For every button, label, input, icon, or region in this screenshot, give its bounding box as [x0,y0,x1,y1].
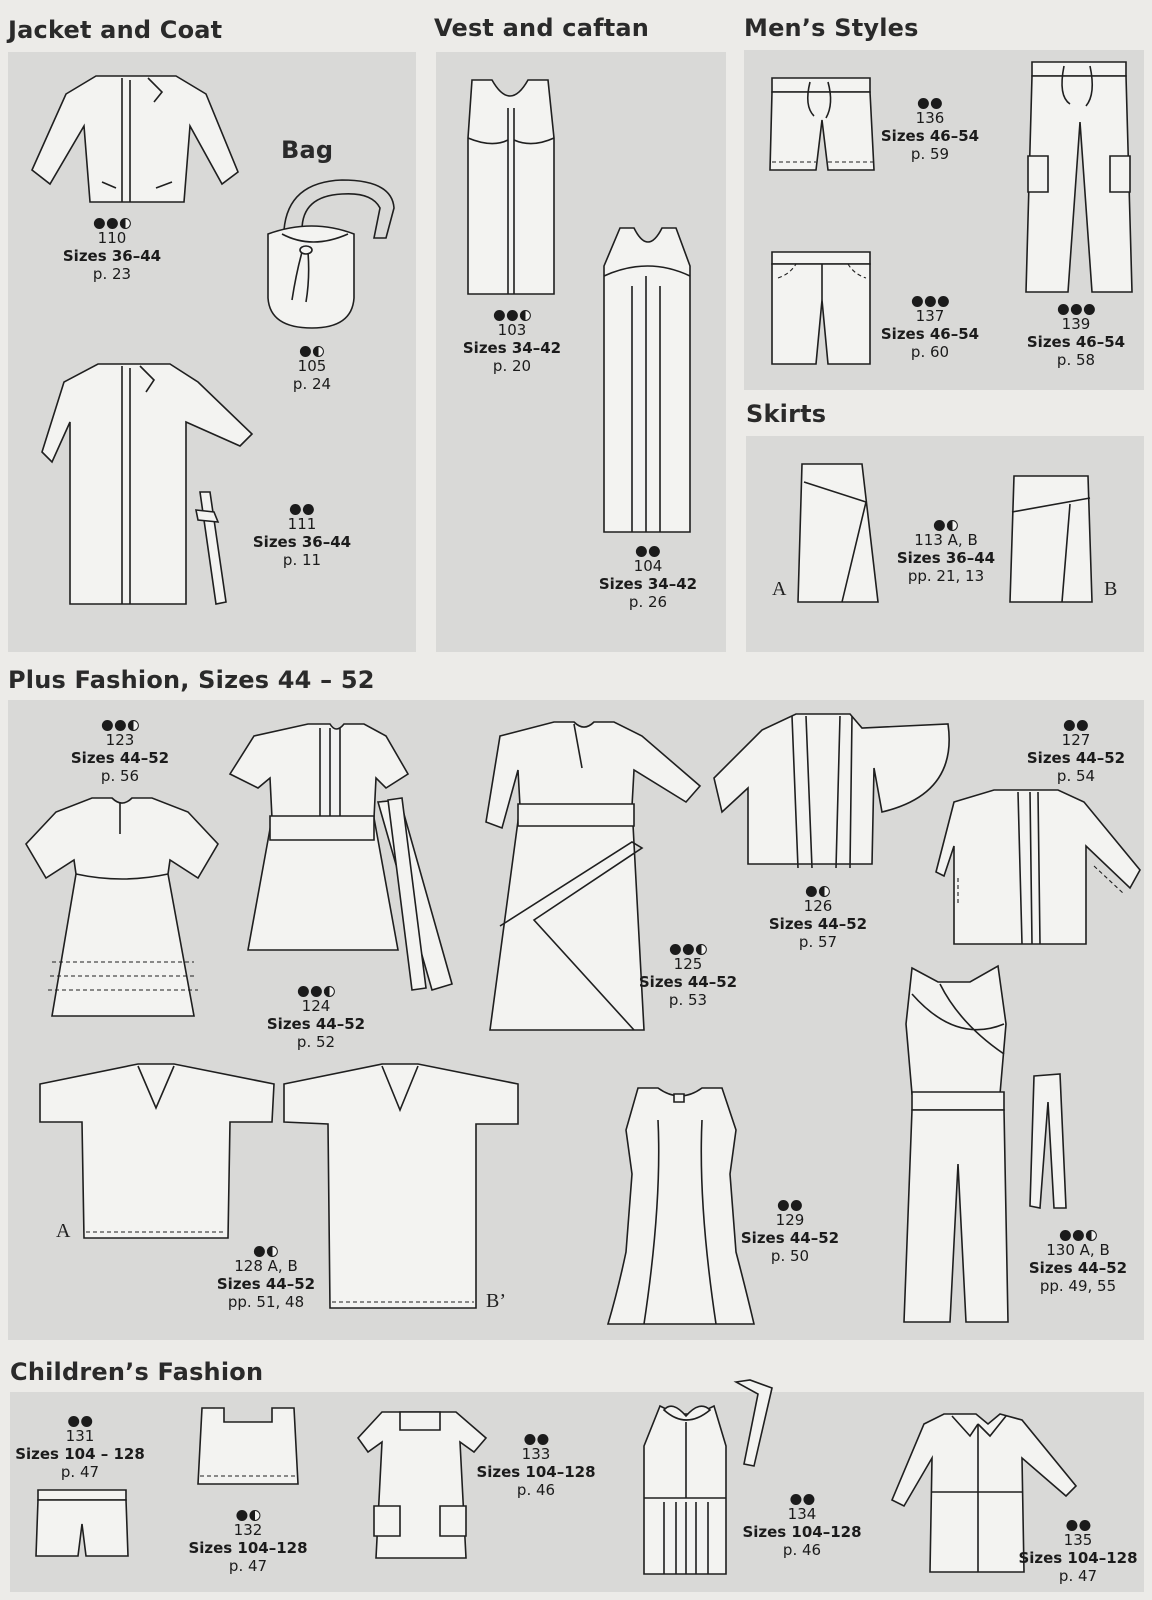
difficulty-dots [741,1196,839,1210]
pattern-sizes: Sizes 44–52 [216,1275,316,1293]
pattern-page: p. 50 [770,1247,810,1265]
pattern-page: p. 52 [296,1033,336,1051]
pattern-number: 135 [1063,1531,1093,1549]
pattern-sizes: Sizes 104–128 [742,1523,862,1541]
difficulty-dots [253,500,351,514]
shorts-137-illustration [770,250,874,368]
pattern-number: 126 [803,897,833,915]
difficulty-dots [63,214,161,228]
pattern-126-label [769,882,867,951]
pattern-132-label [188,1506,307,1575]
jumpsuit-130-illustration [900,964,1012,1326]
jacket-127-illustration [934,786,1144,948]
pattern-sizes: Sizes 104–128 [188,1539,308,1557]
pattern-sizes: Sizes 44–52 [1026,749,1126,767]
pattern-137-label [881,292,979,361]
pattern-sizes: Sizes 44–52 [1028,1259,1128,1277]
difficulty-dots [769,882,867,896]
difficulty-dots [15,1412,145,1426]
pattern-sizes: Sizes 36–44 [252,533,352,551]
pattern-sizes: Sizes 46–54 [880,127,980,145]
pattern-number: 139 [1061,315,1091,333]
shorts-136-illustration [770,76,874,174]
pattern-page: p. 53 [668,991,708,1009]
dress-129-illustration [606,1084,756,1328]
pattern-134-label [742,1490,861,1559]
pattern-number: 131 [65,1427,95,1445]
difficulty-dots [897,516,995,530]
top-variant-a-letter: A [56,1220,71,1242]
pattern-103-label [463,306,561,375]
pattern-sizes: Sizes 44–52 [638,973,738,991]
skirt-variant-b-letter: B [1104,578,1118,600]
difficulty-dots [293,342,331,356]
top-132-illustration [196,1406,300,1488]
pattern-page: p. 58 [1056,351,1096,369]
difficulty-dots [742,1490,861,1504]
difficulty-dots [476,1430,595,1444]
bag-heading: Bag [281,136,334,164]
pattern-129-label [741,1196,839,1265]
section-heading-jacket-coat: Jacket and Coat [8,16,223,44]
pattern-sizes: Sizes 34–42 [598,575,698,593]
difficulty-dots [1027,300,1125,314]
difficulty-dots [639,940,737,954]
dress-124-illustration [226,720,466,1002]
skirt-113a-illustration [796,462,882,606]
pattern-124-label [267,982,365,1051]
difficulty-dots [71,716,169,730]
pattern-135-label [1018,1516,1137,1585]
shorts-131-illustration [36,1488,130,1560]
pattern-number: 130 A, B [1046,1241,1110,1259]
pattern-number: 132 [233,1521,263,1539]
difficulty-dots [881,292,979,306]
pattern-sizes: Sizes 44–52 [768,915,868,933]
coat-111-belt-illustration [196,490,230,606]
pattern-page: p. 54 [1056,767,1096,785]
difficulty-dots [188,1506,307,1520]
pattern-sizes: Sizes 36–44 [62,247,162,265]
pattern-page: p. 26 [628,593,668,611]
section-heading-vest-caftan: Vest and caftan [434,14,650,42]
pattern-number: 103 [497,321,527,339]
pattern-number: 124 [301,997,331,1015]
pattern-sizes: Sizes 44–52 [266,1015,366,1033]
difficulty-dots [463,306,561,320]
dress-134-illustration [640,1402,734,1578]
pattern-130-label [1029,1226,1127,1295]
dress-133-illustration [356,1410,488,1562]
pattern-sizes: Sizes 44–52 [70,749,170,767]
section-heading-mens-styles: Men’s Styles [744,14,919,42]
pattern-number: 134 [787,1505,817,1523]
vest-103-illustration [462,78,560,298]
pattern-sizes: Sizes 46–54 [1026,333,1126,351]
dress-123-illustration [22,794,222,1020]
pattern-number: 137 [915,307,945,325]
pattern-page: p. 46 [782,1541,822,1559]
jumpsuit-130-sash-illustration [1026,1072,1070,1212]
pattern-page: p. 60 [910,343,950,361]
pattern-111-label [253,500,351,569]
pattern-page: p. 56 [100,767,140,785]
pattern-sizes: Sizes 104 – 128 [15,1445,145,1463]
pattern-136-label [881,94,979,163]
difficulty-dots [1018,1516,1137,1530]
cardigan-126-illustration [712,708,956,876]
jacket-110-illustration [26,72,242,208]
pattern-number: 111 [287,515,317,533]
pattern-page: p. 57 [798,933,838,951]
dress-128b-illustration [282,1062,522,1312]
skirt-variant-a-letter: A [772,578,787,600]
pattern-104-label [599,542,697,611]
pattern-page: pp. 51, 48 [227,1293,305,1311]
top-128a-illustration [38,1062,276,1242]
pattern-number: 110 [97,229,127,247]
pattern-123-label [71,716,169,785]
difficulty-dots [599,542,697,556]
pattern-page: pp. 49, 55 [1039,1277,1117,1295]
pattern-number: 113 A, B [914,531,978,549]
pattern-page: p. 59 [910,145,950,163]
pattern-sizes: Sizes 44–52 [740,1229,840,1247]
pattern-125-label [639,940,737,1009]
difficulty-dots [1027,716,1125,730]
pattern-sizes: Sizes 36–44 [896,549,996,567]
skirt-113b-illustration [1008,474,1094,606]
pattern-number: 136 [915,109,945,127]
pattern-page: p. 20 [492,357,532,375]
pattern-page: p. 24 [292,375,332,393]
pattern-sizes: Sizes 104–128 [476,1463,596,1481]
dress-variant-b-letter: B’ [486,1290,506,1312]
section-heading-skirts: Skirts [746,400,827,428]
trousers-139-illustration [1024,60,1134,296]
difficulty-dots [267,982,365,996]
pattern-page: pp. 21, 13 [907,567,985,585]
pattern-page: p. 47 [1058,1567,1098,1585]
pattern-number: 129 [775,1211,805,1229]
pattern-number: 104 [633,557,663,575]
pattern-139-label [1027,300,1125,369]
pattern-sizes: Sizes 46–54 [880,325,980,343]
pattern-sizes: Sizes 34–42 [462,339,562,357]
pattern-110-label [63,214,161,283]
pattern-131-label [15,1412,145,1481]
difficulty-dots [881,94,979,108]
pattern-page: p. 47 [228,1557,268,1575]
pattern-number: 127 [1061,731,1091,749]
section-heading-childrens-fashion: Children’s Fashion [10,1358,264,1386]
pattern-page: p. 47 [60,1463,100,1481]
caftan-104-illustration [598,226,698,536]
pattern-sizes: Sizes 104–128 [1018,1549,1138,1567]
pattern-number: 125 [673,955,703,973]
pattern-128-label [217,1242,315,1311]
dress-134-tie-illustration [732,1378,776,1470]
pattern-105-label [293,342,331,393]
pattern-number: 133 [521,1445,551,1463]
section-heading-plus-fashion: Plus Fashion, Sizes 44 – 52 [8,666,375,694]
pattern-number: 128 A, B [234,1257,298,1275]
pattern-113-label [897,516,995,585]
pattern-number: 123 [105,731,135,749]
difficulty-dots [217,1242,315,1256]
pattern-page: p. 11 [282,551,322,569]
pattern-133-label [476,1430,595,1499]
pattern-page: p. 46 [516,1481,556,1499]
pattern-number: 105 [297,357,327,375]
pattern-127-label [1027,716,1125,785]
pattern-page: p. 23 [92,265,132,283]
difficulty-dots [1029,1226,1127,1240]
bag-105-illustration [262,178,402,338]
